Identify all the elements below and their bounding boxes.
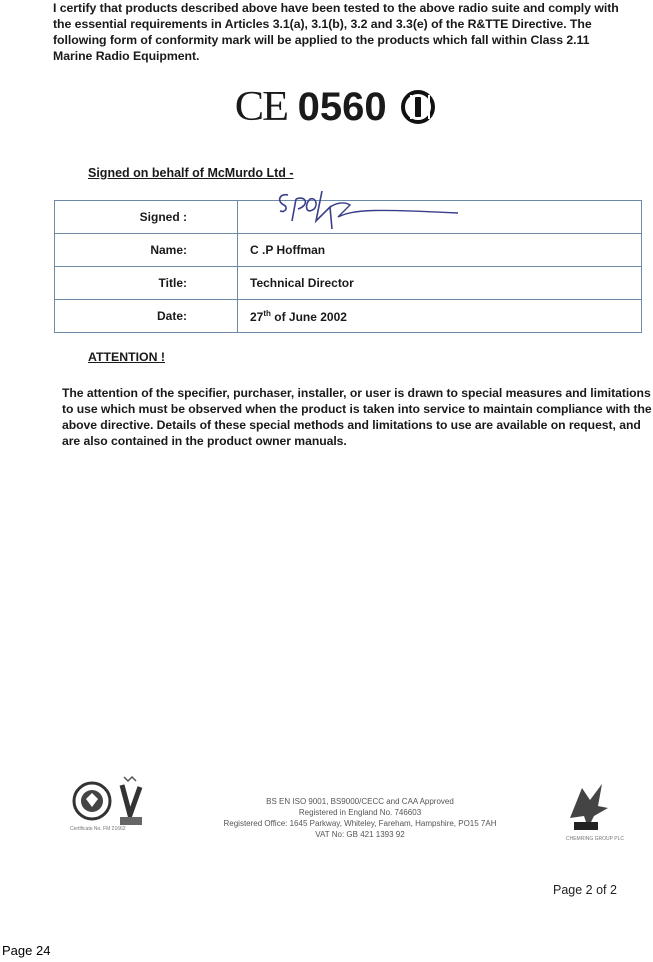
handwritten-signature-icon: [258, 187, 498, 237]
title-label: Title:: [55, 267, 238, 300]
chemring-eagle-logo: [560, 778, 616, 839]
chemring-caption: CHEMRING GROUP PLC: [566, 836, 624, 842]
attention-paragraph: The attention of the specifier, purchaser, installer, or user is drawn to special measures and limitations to use which must be observed when the product is taken into service to maintain compliance with the above directive. Details of these special methods and limitations to use are available on request, and are also contained in the product owner manuals.: [62, 386, 652, 448]
company-footer: BS EN ISO 9001, BS9000/CECC and CAA Approved Registered in England No. 746603 Registered Office: 1645 Parkway, Whiteley, Fareham, Hampshire, PO15 7AH VAT No: GB 421 1393 92: [223, 797, 497, 839]
page-number: Page 24: [2, 943, 51, 958]
conformity-mark: [236, 82, 435, 132]
title-value: Technical Director: [238, 267, 642, 300]
ce-mark: CE: [234, 84, 287, 130]
bsi-registered-logo: [70, 775, 150, 832]
table-row: [55, 300, 642, 333]
signature-table: [54, 200, 642, 333]
certification-paragraph: I certify that products described above have been tested to the above radio suite and comply with the essential requirements in Articles 3.1(a), 3.1(b), 3.2 and 3.3(e) of the R&TTE Directive. The following form of conformity mark will be applied to the products which fall within Class 2.11 Marine Radio Equipment.: [53, 1, 619, 63]
certificate-number: Certificate No. FM 21662: [70, 826, 126, 832]
date-value: 27th of June 2002: [238, 300, 642, 333]
signature-cell: [238, 201, 642, 234]
table-row: [55, 234, 642, 267]
date-label: Date:: [55, 300, 238, 333]
alert-sign-icon: [401, 90, 435, 124]
table-row: [55, 267, 642, 300]
name-value: C .P Hoffman: [238, 234, 642, 267]
signed-on-behalf-heading: Signed on behalf of McMurdo Ltd -: [88, 166, 294, 180]
name-label: Name:: [55, 234, 238, 267]
signed-label: Signed :: [55, 201, 238, 234]
attention-heading: ATTENTION !: [88, 350, 165, 364]
notified-body-number: 0560: [297, 84, 387, 129]
page-of-label: Page 2 of 2: [553, 883, 617, 897]
table-row: [55, 201, 642, 234]
